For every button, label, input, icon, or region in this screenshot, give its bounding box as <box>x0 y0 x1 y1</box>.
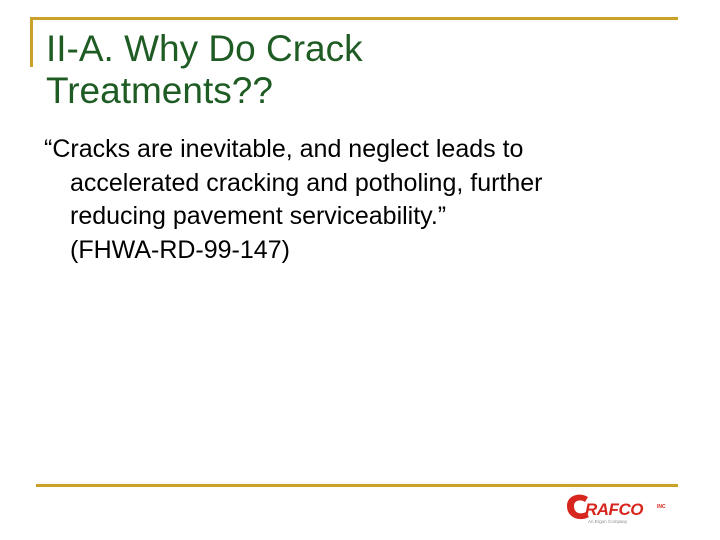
svg-text:INC: INC <box>657 504 666 510</box>
quote-line-2: accelerated cracking and potholing, further <box>70 168 543 197</box>
title-rule-left <box>30 17 33 67</box>
quote-citation: (FHWA-RD-99-147) <box>70 235 290 264</box>
crafco-logo-graphic <box>564 491 674 527</box>
footer-rule <box>36 484 678 487</box>
quote-block <box>44 133 684 267</box>
title-line-1: II-A. Why Do Crack <box>46 28 363 69</box>
crafco-logo <box>564 491 674 527</box>
slide-title <box>46 28 646 112</box>
svg-text:An Ergon Company: An Ergon Company <box>588 519 628 524</box>
quote-line-1: “Cracks are inevitable, and neglect leads to <box>44 135 524 163</box>
quote-line-3: reducing pavement serviceability.” <box>70 202 447 230</box>
title-line-2: Treatments?? <box>46 70 273 111</box>
title-rule-top <box>30 17 678 20</box>
svg-text:RAFCO: RAFCO <box>585 500 643 519</box>
